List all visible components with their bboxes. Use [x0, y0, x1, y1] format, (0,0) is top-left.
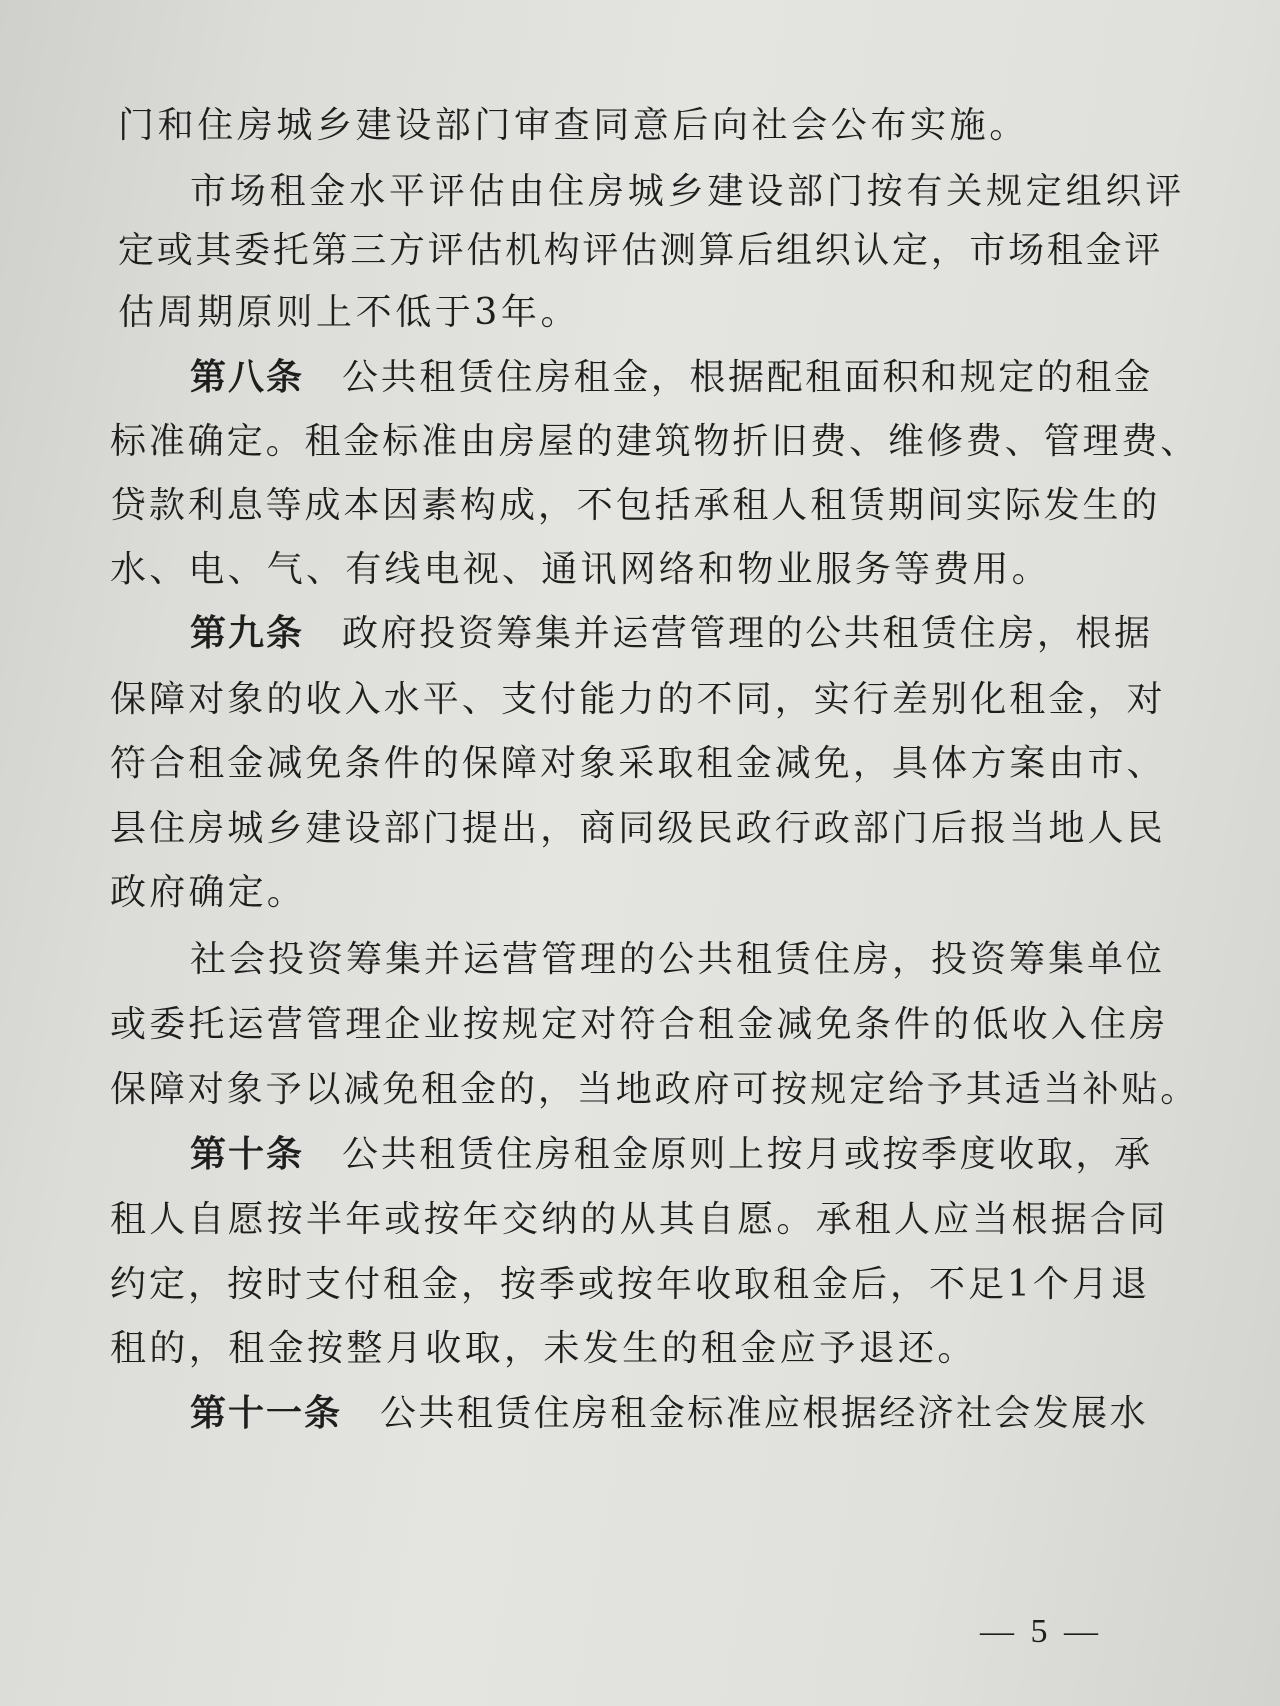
text-line: [110, 1198, 1168, 1242]
text-line: [110, 1263, 1150, 1307]
text-line: [110, 807, 1166, 851]
line-text: 县住房城乡建设部门提出，商同级民政行政部门后报当地人民: [110, 808, 1166, 849]
article-heading: 第九条: [190, 613, 305, 654]
line-text: 保障对象予以减免租金的，当地政府可按规定给予其适当补贴。: [110, 1069, 1200, 1110]
text-line: [110, 742, 1166, 786]
line-text: 保障对象的收入水平、支付能力的不同，实行差别化租金，对: [110, 679, 1166, 720]
text-line: [190, 170, 1185, 214]
line-text: 市场租金水平评估由住房城乡建设部门按有关规定组织评: [190, 171, 1186, 212]
line-text: 门和住房城乡建设部门审查同意后向社会公布实施。: [118, 105, 1029, 146]
text-line: [110, 871, 306, 915]
article-line: [190, 1392, 1148, 1436]
line-text: 或委托运营管理企业按规定对符合租金减免条件的低收入住房: [110, 1004, 1169, 1045]
line-text: 公共租赁住房租金，根据配租面积和规定的租金: [342, 357, 1153, 398]
line-text: 公共租赁住房租金标准应根据经济社会发展水: [380, 1393, 1149, 1434]
text-line: [110, 1068, 1199, 1112]
article-line: [190, 356, 1153, 400]
line-text: 水、电、气、有线电视、通讯网络和物业服务等费用。: [110, 549, 1051, 590]
text-line: [110, 678, 1166, 722]
article-line: [190, 1133, 1153, 1177]
line-text: 贷款利息等成本因素构成，不包括承租人租赁期间实际发生的: [110, 485, 1161, 526]
text-line: [190, 938, 1165, 982]
line-text: 租的，租金按整月收取，未发生的租金应予退还。: [110, 1328, 977, 1369]
text-line: [110, 548, 1051, 592]
article-line: [190, 612, 1153, 656]
line-text: 公共租赁住房租金原则上按月或按季度收取，承: [342, 1134, 1153, 1175]
line-text: 标准确定。租金标准由房屋的建筑物折旧费、维修费、管理费、: [110, 421, 1200, 462]
line-text: 符合租金减免条件的保障对象采取租金减免，具体方案由市、: [110, 743, 1166, 784]
line-text: 定或其委托第三方评估机构评估测算后组织认定，市场租金评: [118, 230, 1163, 271]
article-heading: 第八条: [190, 357, 305, 398]
line-text: 约定，按时支付租金，按季或按年收取租金后，不足1个月退: [110, 1264, 1150, 1305]
text-line: [118, 229, 1163, 273]
text-line: [110, 1327, 977, 1371]
line-text: 政府投资筹集并运营管理的公共租赁住房，根据: [342, 613, 1153, 654]
text-line: [110, 420, 1199, 464]
text-line: [118, 104, 1029, 148]
text-line: [110, 484, 1160, 528]
line-text: 政府确定。: [110, 872, 307, 913]
text-line: [118, 291, 580, 335]
line-text: 社会投资筹集并运营管理的公共租赁住房，投资筹集单位: [190, 939, 1166, 980]
line-text: 租人自愿按半年或按年交纳的从其自愿。承租人应当根据合同: [110, 1199, 1169, 1240]
article-heading: 第十条: [190, 1134, 305, 1175]
line-text: 估周期原则上不低于3年。: [118, 292, 581, 333]
article-heading: 第十一条: [190, 1393, 343, 1434]
text-line: [110, 1003, 1168, 1047]
page-number: — 5 —: [980, 1613, 1102, 1650]
